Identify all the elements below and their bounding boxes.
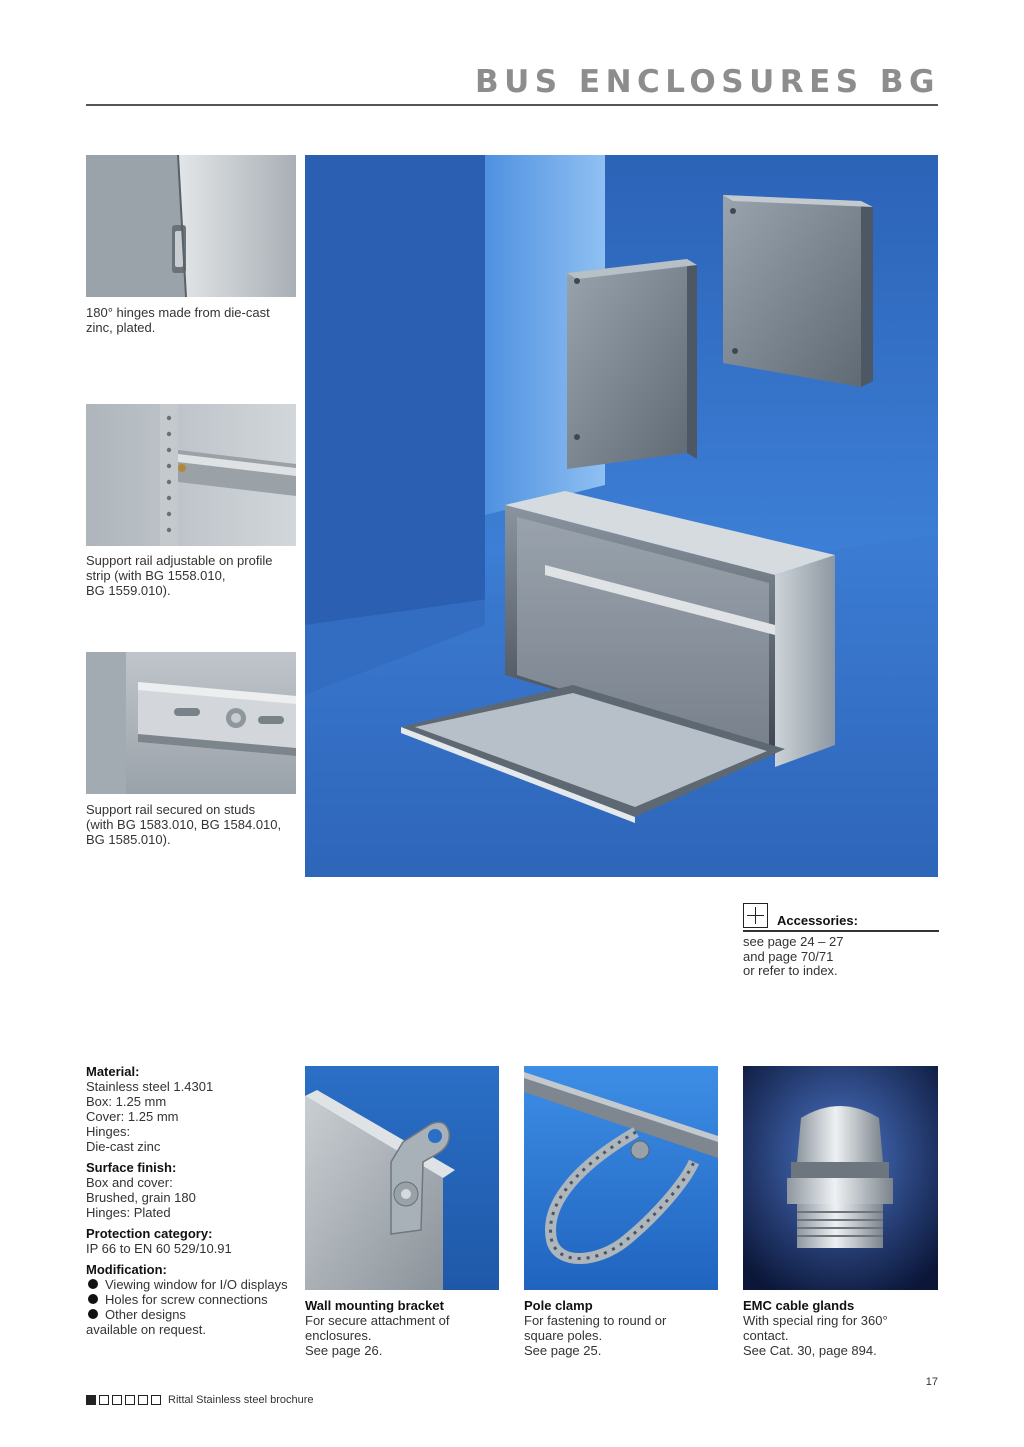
pole-clamp-caption: Pole clamp For fastening to round or square poles. See page 25. xyxy=(524,1298,667,1358)
protection-category-heading: Protection category: xyxy=(86,1226,213,1241)
footer-square-icon xyxy=(125,1395,135,1405)
support-rail-profile-photo xyxy=(86,404,296,546)
footer-square-icon xyxy=(112,1395,122,1405)
accessories-plus-icon xyxy=(743,903,768,928)
footer-text: Rittal Stainless steel brochure xyxy=(168,1394,314,1406)
support-rail-profile-caption: Support rail adjustable on profile strip (with BG 1558.010, BG 1559.010). xyxy=(86,553,273,598)
support-rail-studs-caption: Support rail secured on studs (with BG 1583.010, BG 1584.010, BG 1585.010). xyxy=(86,802,282,847)
title-divider xyxy=(86,104,938,106)
accessories-divider xyxy=(743,930,939,932)
support-rail-studs-photo xyxy=(86,652,296,794)
hinge-photo xyxy=(86,155,296,297)
page-number: 17 xyxy=(925,1376,938,1388)
emc-cable-glands-caption: EMC cable glands With special ring for 360° contact. See Cat. 30, page 894. xyxy=(743,1298,888,1358)
modification-heading: Modification: xyxy=(86,1262,167,1277)
footer-square-icon xyxy=(138,1395,148,1405)
modification-list xyxy=(86,1277,298,1322)
footer-square-icon xyxy=(151,1395,161,1405)
surface-finish-heading: Surface finish: xyxy=(86,1160,177,1175)
footer-square-icon xyxy=(86,1395,96,1405)
footer-square-icon xyxy=(99,1395,109,1405)
hinge-caption: 180° hinges made from die-cast zinc, plated. xyxy=(86,305,270,335)
footer xyxy=(86,1394,314,1406)
accessories-title: Accessories: xyxy=(777,913,858,928)
wall-mounting-bracket-photo xyxy=(305,1066,499,1290)
emc-cable-gland-photo xyxy=(743,1066,938,1290)
pole-clamp-photo xyxy=(524,1066,718,1290)
wall-mounting-bracket-caption: Wall mounting bracket For secure attachment of enclosures. See page 26. xyxy=(305,1298,450,1358)
list-item: Other designs xyxy=(86,1307,298,1322)
bus-enclosures-main-photo xyxy=(305,155,938,877)
accessories-text: see page 24 – 27 and page 70/71 or refer to index. xyxy=(743,934,844,978)
list-item: Holes for screw connections xyxy=(86,1292,298,1307)
list-item: Viewing window for I/O displays xyxy=(86,1277,298,1292)
material-heading: Material: xyxy=(86,1064,140,1079)
specifications: Material: Stainless steel 1.4301 Box: 1.25 mm Cover: 1.25 mm Hinges: Die-cast zinc Surface finish: Box and cover: Brushed, grain 180 Hinges: Plated Protection category: IP 66 to EN 60 529/10.91 Modification: Viewing window for I/O displays Holes for screw connections Other designs available on request. xyxy=(86,1064,298,1337)
page-title: BUS ENCLOSURES BG xyxy=(474,64,940,100)
